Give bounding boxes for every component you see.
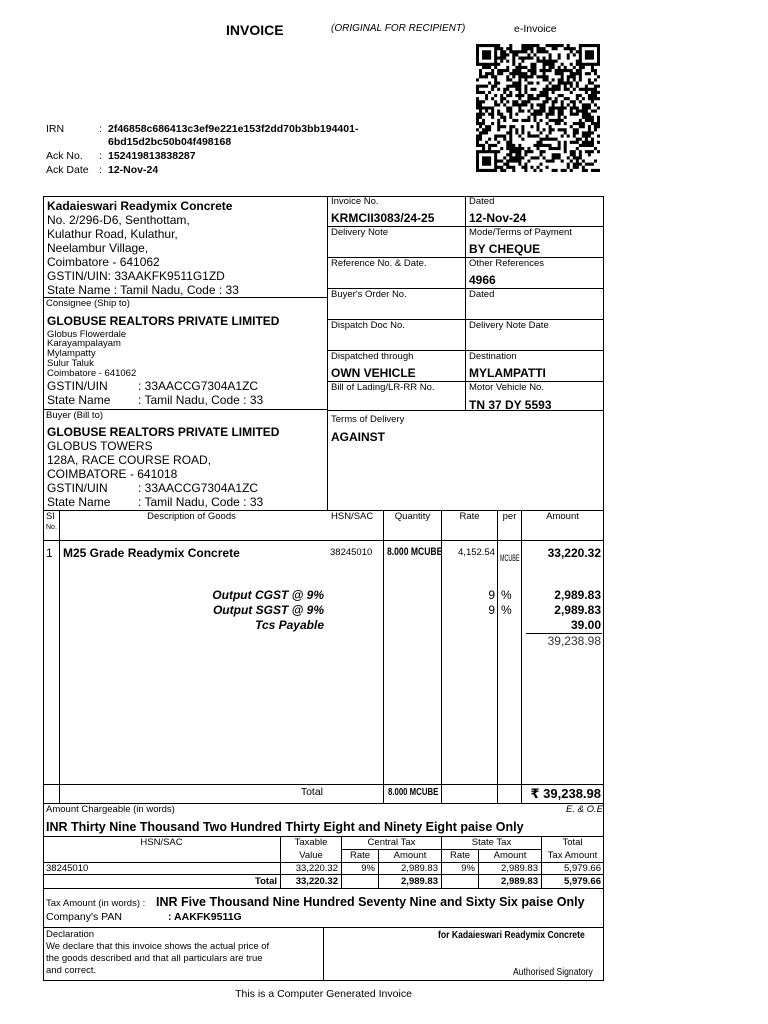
- consignee-heading: Consignee (Ship to): [46, 298, 130, 309]
- dated-value: 12-Nov-24: [469, 211, 527, 225]
- amount-words-text: INR Thirty Nine Thousand Two Hundred Thirty Eight and Ninety Eight paise Only: [46, 820, 524, 834]
- item-sl: 1: [46, 546, 53, 560]
- col-quantity: Quantity: [394, 511, 431, 522]
- item-description: M25 Grade Readymix Concrete: [63, 546, 240, 560]
- tax-col-hsn: HSN/SAC: [140, 837, 183, 848]
- buyer-gstin-label: GSTIN/UIN: [47, 481, 108, 495]
- tax-total-taxable: 33,220.32: [295, 876, 338, 887]
- terms-of-delivery-value: AGAINST: [331, 430, 385, 444]
- tax-col-taxable-1: Taxable: [294, 837, 328, 848]
- seller-address-line: Coimbatore - 641062: [47, 255, 160, 269]
- other-references-label: Other References: [469, 258, 544, 269]
- total-quantity: 8.000 MCUBE: [388, 787, 439, 798]
- destination-label: Destination: [469, 351, 517, 362]
- order-dated-label: Dated: [469, 289, 495, 300]
- motor-vehicle-label: Motor Vehicle No.: [469, 382, 544, 393]
- consignee-gstin-label: GSTIN/UIN: [47, 379, 108, 393]
- tax-col-central-amount: Amount: [393, 850, 427, 861]
- reference-label: Reference No. & Date.: [331, 258, 427, 269]
- cgst-amount: 2,989.83: [554, 588, 601, 602]
- item-hsn: 38245010: [330, 547, 373, 558]
- copy-note: (ORIGINAL FOR RECIPIENT): [331, 23, 466, 34]
- declaration-line: the goods described and that all particulars are true: [46, 953, 263, 964]
- tax-row-state-rate: 9%: [461, 863, 475, 874]
- consignee-name: GLOBUSE REALTORS PRIVATE LIMITED: [47, 314, 280, 328]
- seller-gstin: GSTIN/UIN: 33AAKFK9511G1ZD: [47, 269, 225, 283]
- seller-state: State Name : Tamil Nadu, Code : 33: [47, 283, 239, 297]
- col-sl-no: No.: [46, 524, 57, 531]
- col-rate: Rate: [459, 511, 480, 522]
- sgst-per: %: [501, 603, 512, 617]
- terms-of-delivery-label: Terms of Delivery: [331, 414, 405, 425]
- declaration-line: We declare that this invoice shows the actual price of: [46, 941, 270, 952]
- tcs-amount: 39.00: [570, 618, 601, 632]
- motor-vehicle-value: TN 37 DY 5593: [469, 398, 552, 412]
- irn-label: IRN: [46, 123, 65, 135]
- amount-words-label: Amount Chargeable (in words): [46, 804, 175, 815]
- tax-row-taxable: 33,220.32: [295, 863, 338, 874]
- tax-col-central-rate: Rate: [349, 850, 371, 861]
- tax-total-central-amount: 2,989.83: [401, 876, 438, 887]
- irn-line-1: 2f46858c686413c3ef9e221e153f2dd70b3bb194401-: [108, 123, 359, 135]
- footer-note: This is a Computer Generated Invoice: [235, 988, 412, 1000]
- invoice-title: INVOICE: [226, 22, 284, 38]
- tax-row-central-rate: 9%: [361, 863, 375, 874]
- buyer-address-line: GLOBUS TOWERS: [47, 439, 153, 453]
- seller-address-line: Neelambur Village,: [47, 241, 149, 255]
- ack-no-value: 152419813838287: [108, 150, 196, 162]
- tax-col-total-2: Tax Amount: [547, 850, 598, 861]
- tax-row-state-amount: 2,989.83: [501, 863, 538, 874]
- ack-date-label: Ack Date: [46, 164, 89, 176]
- tax-col-central: Central Tax: [367, 837, 416, 848]
- item-per: MCUBE: [500, 553, 520, 563]
- consignee-address-line: Mylampatty: [47, 348, 96, 359]
- buyer-heading: Buyer (Bill to): [46, 410, 104, 421]
- declaration-line: and correct.: [46, 965, 97, 976]
- payment-terms-label: Mode/Terms of Payment: [469, 227, 572, 238]
- irn-line-2: 6bd15d2bc50b04f498168: [108, 136, 232, 148]
- ack-no-sep: :: [99, 150, 102, 162]
- col-sl: Sl: [46, 511, 55, 522]
- total-label: Total: [300, 786, 323, 798]
- buyer-name: GLOBUSE REALTORS PRIVATE LIMITED: [47, 425, 280, 439]
- consignee-address-line: Sulur Taluk: [47, 358, 94, 369]
- bill-of-lading-label: Bill of Lading/LR-RR No.: [331, 382, 435, 393]
- tax-col-total-1: Total: [562, 837, 583, 848]
- invoice-no-value: KRMCII3083/24-25: [331, 211, 435, 225]
- sgst-amount: 2,989.83: [554, 603, 601, 617]
- consignee-address-line: Globus Flowerdale: [47, 329, 127, 340]
- payment-terms-value: BY CHEQUE: [469, 242, 541, 256]
- ack-date-sep: :: [99, 164, 102, 176]
- sgst-label: Output SGST @ 9%: [212, 603, 324, 617]
- tax-total-state-amount: 2,989.83: [501, 876, 538, 887]
- seller-address-line: Kulathur Road, Kulathur,: [47, 227, 178, 241]
- cgst-per: %: [501, 588, 512, 602]
- col-hsn: HSN/SAC: [331, 511, 374, 522]
- consignee-address-line: Karayampalayam: [47, 338, 121, 349]
- seller-address-line: No. 2/296-D6, Senthottam,: [47, 213, 190, 227]
- tax-col-taxable-2: Value: [299, 850, 323, 861]
- tcs-label: Tcs Payable: [255, 618, 324, 632]
- destination-value: MYLAMPATTI: [469, 366, 546, 380]
- dispatch-doc-label: Dispatch Doc No.: [331, 320, 405, 331]
- tax-col-state-amount: Amount: [493, 850, 527, 861]
- buyers-order-label: Buyer's Order No.: [331, 289, 407, 300]
- tax-row-total: 5,979.66: [564, 863, 601, 874]
- pan-label: Company's PAN: [46, 911, 122, 923]
- buyer-address-line: COIMBATORE - 641018: [47, 467, 178, 481]
- authorised-signatory: Authorised Signatory: [513, 967, 593, 978]
- tax-words-text: INR Five Thousand Nine Hundred Seventy Nine and Sixty Six paise Only: [156, 895, 585, 909]
- eoe-label: E. & O.E: [566, 804, 603, 815]
- sgst-rate: 9: [488, 603, 495, 617]
- invoice-no-label: Invoice No.: [331, 196, 379, 207]
- tax-total-total: 5,979.66: [564, 876, 601, 887]
- tax-total-label: Total: [255, 876, 277, 887]
- cgst-label: Output CGST @ 9%: [212, 588, 324, 602]
- consignee-state-label: State Name: [47, 393, 111, 407]
- consignee-state: : Tamil Nadu, Code : 33: [138, 393, 264, 407]
- subtotal-amount: 39,238.98: [547, 634, 601, 648]
- total-amount: ₹ 39,238.98: [530, 786, 601, 801]
- for-company: for Kadaieswari Readymix Concrete: [438, 930, 585, 941]
- tax-row-hsn: 38245010: [46, 863, 89, 874]
- delivery-note-label: Delivery Note: [331, 227, 389, 238]
- irn-sep: :: [99, 123, 102, 135]
- seller-name: Kadaieswari Readymix Concrete: [47, 199, 233, 213]
- col-per: per: [502, 511, 517, 522]
- ack-date-value: 12-Nov-24: [108, 164, 159, 176]
- tax-row-central-amount: 2,989.83: [401, 863, 438, 874]
- tax-col-state-rate: Rate: [449, 850, 471, 861]
- col-description: Description of Goods: [147, 511, 236, 522]
- qr-code: [476, 44, 600, 172]
- pan-value: : AAKFK9511G: [168, 911, 242, 923]
- consignee-address-line: Coimbatore - 641062: [47, 368, 137, 379]
- other-references-value: 4966: [469, 273, 496, 287]
- col-amount: Amount: [546, 511, 579, 522]
- tax-words-label: Tax Amount (in words) :: [46, 898, 146, 909]
- delivery-note-date-label: Delivery Note Date: [469, 320, 549, 331]
- buyer-gstin: : 33AACCG7304A1ZC: [138, 481, 259, 495]
- buyer-state: : Tamil Nadu, Code : 33: [138, 495, 264, 509]
- item-rate: 4,152.54: [458, 547, 495, 558]
- tax-col-state: State Tax: [471, 837, 512, 848]
- dispatched-through-value: OWN VEHICLE: [331, 366, 416, 380]
- dispatched-through-label: Dispatched through: [331, 351, 414, 362]
- cgst-rate: 9: [488, 588, 495, 602]
- einvoice-label: e-Invoice: [514, 23, 557, 35]
- ack-no-label: Ack No.: [46, 150, 83, 162]
- dated-label: Dated: [469, 196, 495, 207]
- buyer-address-line: 128A, RACE COURSE ROAD,: [47, 453, 212, 467]
- item-quantity: 8.000 MCUBE: [387, 546, 443, 558]
- item-amount: 33,220.32: [547, 546, 601, 560]
- declaration-heading: Declaration: [46, 929, 95, 940]
- qr-modules: [476, 44, 600, 172]
- buyer-state-label: State Name: [47, 495, 111, 509]
- consignee-gstin: : 33AACCG7304A1ZC: [138, 379, 259, 393]
